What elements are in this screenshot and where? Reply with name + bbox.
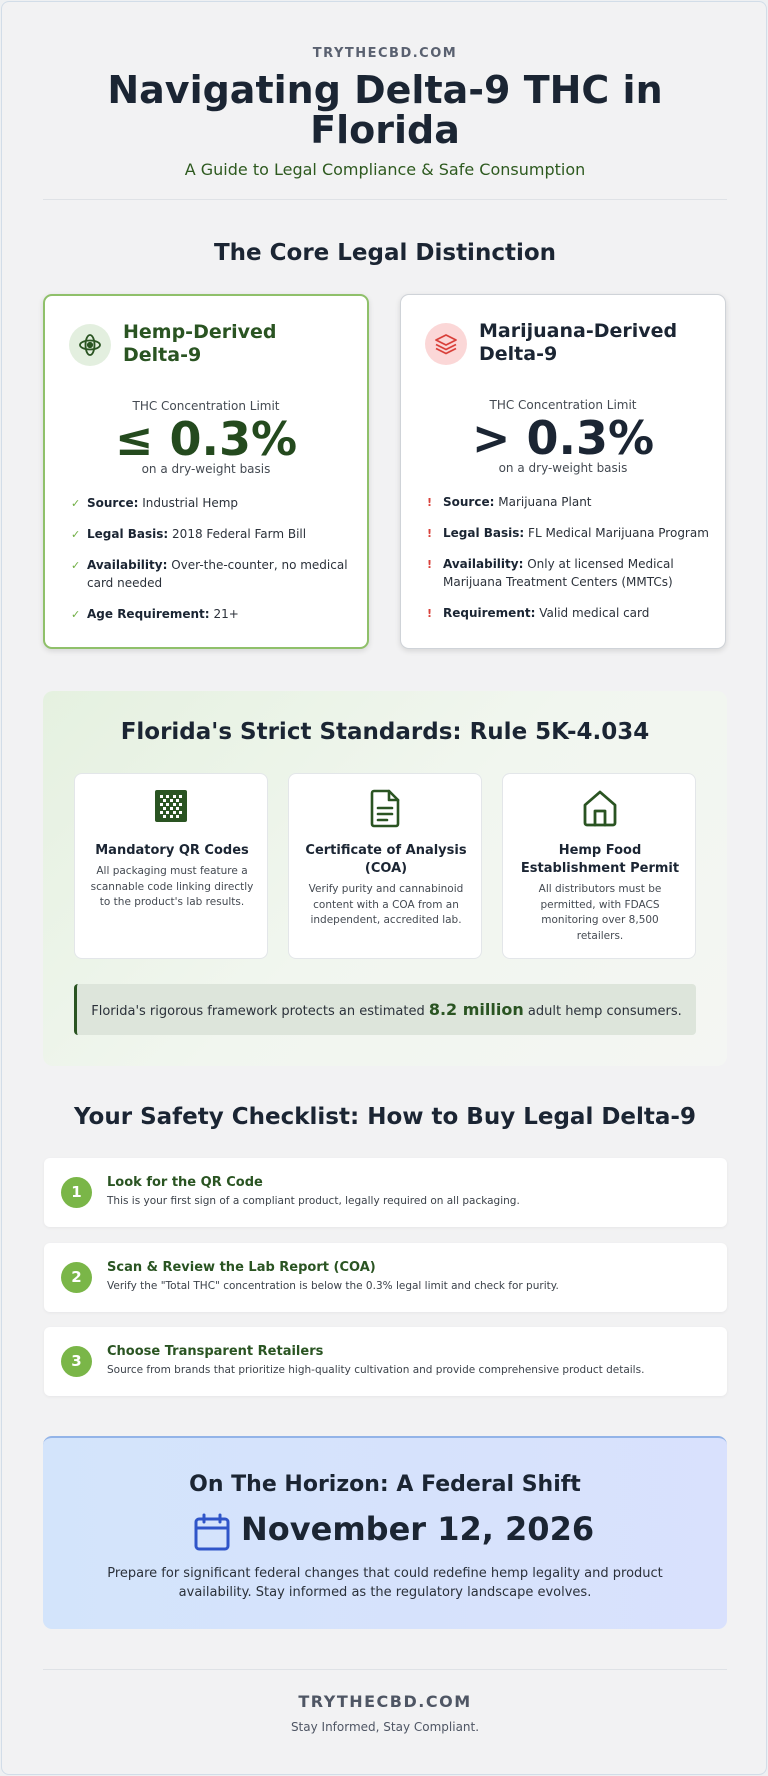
step-desc: This is your first sign of a compliant product, legally required on all packaging. (107, 1195, 520, 1207)
marijuana-limit-basis: on a dry-weight basis (498, 461, 628, 475)
marijuana-facts-list (427, 493, 712, 635)
marijuana-limit-value: > 0.3% (471, 411, 655, 465)
hemp-fact-item: ✓ Availability: Over-the-counter, no medical card needed (71, 558, 348, 590)
step-desc: Source from brands that prioritize high-quality cultivation and provide comprehensive product details. (107, 1364, 645, 1376)
step-desc: Verify the "Total THC" concentration is below the 0.3% legal limit and check for purity. (107, 1280, 559, 1292)
standards-heading: Florida's Strict Standards: Rule 5K-4.034 (120, 719, 650, 745)
hemp-card (43, 294, 369, 649)
horizon-desc: Prepare for significant federal changes that could redefine hemp legality and product availability. Stay informed as the regulatory landscape evolves. (107, 1566, 663, 1600)
alert-icon: ! (427, 558, 433, 571)
step-title: Scan & Review the Lab Report (COA) (107, 1260, 376, 1275)
marijuana-fact-item: ! Legal Basis: FL Medical Marijuana Program (427, 524, 712, 542)
marijuana-card (400, 294, 726, 649)
hemp-card-title: Hemp-Derived Delta-9 (123, 321, 277, 366)
marijuana-limit-label: THC Concentration Limit (489, 398, 637, 412)
footer-tagline: Stay Informed, Stay Compliant. (290, 1720, 480, 1734)
standard-card-permit (502, 773, 696, 959)
alert-icon: ! (427, 607, 433, 620)
hemp-fact-item: ✓ Legal Basis: 2018 Federal Farm Bill (71, 525, 356, 543)
check-icon: ✓ (71, 528, 81, 541)
step-number: 3 (61, 1346, 92, 1377)
hemp-limit-basis: on a dry-weight basis (141, 462, 271, 476)
hemp-fact-item: ✓ Age Requirement: 21+ (71, 605, 356, 623)
hemp-atom-icon (69, 324, 111, 366)
calendar-icon (193, 1512, 231, 1552)
standard-card-desc: All distributors must be permitted, with FDACS monitoring over 8,500 retailers. (538, 883, 662, 942)
standards-note: Florida's rigorous framework protects an estimated 8.2 million adult hemp consumers. (74, 984, 696, 1035)
check-icon: ✓ (71, 608, 81, 621)
hemp-fact-item: ✓ Source: Industrial Hemp (71, 494, 356, 512)
step-number: 1 (61, 1177, 92, 1208)
horizon-heading: On The Horizon: A Federal Shift (189, 1472, 581, 1497)
checklist-step (44, 1327, 727, 1396)
step-number: 2 (61, 1262, 92, 1293)
marijuana-card-title: Marijuana-Derived Delta-9 (479, 320, 678, 365)
header-brand: TRYTHECBD.COM (312, 46, 458, 61)
home-icon (581, 788, 619, 828)
page-title: Navigating Delta-9 THC in Florida (107, 68, 663, 152)
standard-card-qr (74, 773, 268, 959)
qr-code-icon (153, 788, 189, 824)
standard-card-title: Certificate of Analysis (COA) (305, 843, 467, 876)
layers-icon (425, 323, 467, 365)
standard-card-coa (288, 773, 482, 959)
marijuana-fact-item: ! Requirement: Valid medical card (427, 604, 712, 622)
marijuana-fact-item: ! Source: Marijuana Plant (427, 493, 712, 511)
document-icon (367, 788, 403, 828)
horizon-section (43, 1436, 727, 1629)
checklist-step (44, 1158, 727, 1227)
hemp-facts-list (71, 494, 356, 636)
hemp-limit-label: THC Concentration Limit (132, 399, 280, 413)
hemp-limit-value: ≤ 0.3% (114, 412, 298, 466)
checklist-heading: Your Safety Checklist: How to Buy Legal Delta-9 (74, 1104, 696, 1130)
check-icon: ✓ (71, 497, 81, 510)
checklist-step (44, 1243, 727, 1312)
step-title: Look for the QR Code (107, 1175, 263, 1190)
consumer-stat: 8.2 million (428, 1000, 524, 1019)
standard-card-desc: All packaging must feature a scannable code linking directly to the product's lab results. (90, 865, 254, 908)
marijuana-fact-item: ! Availability: Only at licensed Medical Marijuana Treatment Centers (MMTCs) (427, 557, 674, 589)
header-divider (43, 199, 727, 200)
distinction-heading: The Core Legal Distinction (213, 240, 557, 266)
standards-section (43, 691, 727, 1066)
page-subtitle: A Guide to Legal Compliance & Safe Consumption (184, 160, 586, 179)
horizon-date: November 12, 2026 (241, 1510, 595, 1548)
alert-icon: ! (427, 527, 433, 540)
footer-brand: TRYTHECBD.COM (298, 1692, 472, 1711)
check-icon: ✓ (71, 559, 81, 572)
infographic-page (1, 1, 767, 1775)
standard-card-title: Mandatory QR Codes (95, 843, 249, 858)
standard-card-title: Hemp Food Establishment Permit (520, 843, 680, 876)
step-title: Choose Transparent Retailers (107, 1344, 324, 1359)
footer-divider (43, 1669, 727, 1670)
standard-card-desc: Verify purity and cannabinoid content with a COA from an independent, accredited lab. (308, 883, 464, 926)
alert-icon: ! (427, 496, 433, 509)
